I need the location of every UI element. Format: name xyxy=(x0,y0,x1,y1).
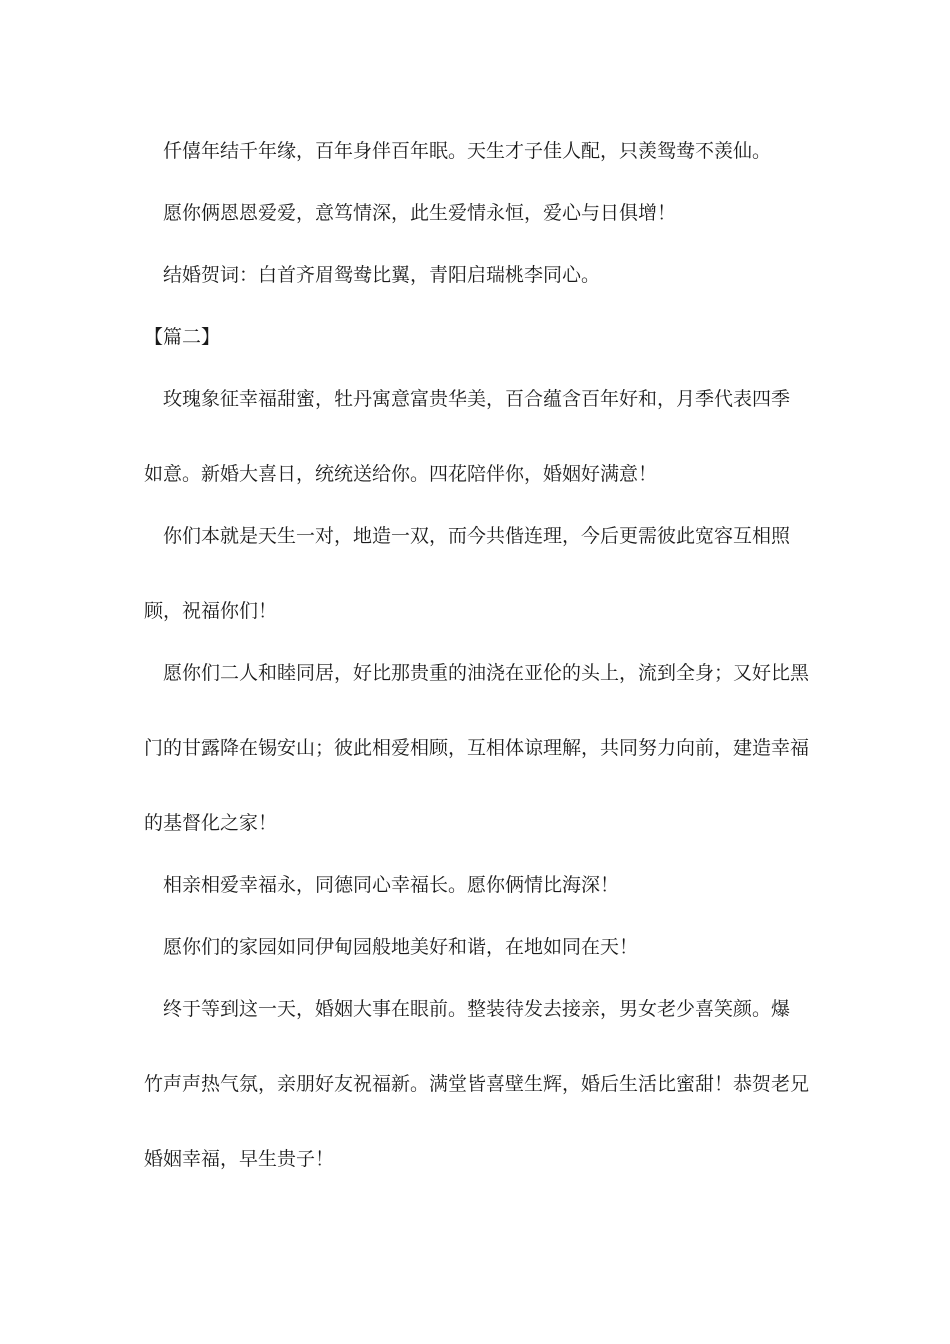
paragraph-line: 门的甘露降在锡安山；彼此相爱相顾，互相体谅理解，共同努力向前，建造幸福 xyxy=(144,737,810,759)
paragraph-line: 仟僖年结千年缘，百年身伴百年眠。天生才子佳人配，只羡鸳鸯不羡仙。 xyxy=(163,140,772,162)
paragraph-line: 结婚贺词：白首齐眉鸳鸯比翼，青阳启瑞桃李同心。 xyxy=(163,264,601,286)
paragraph-line: 婚姻幸福，早生贵子！ xyxy=(144,1148,335,1170)
paragraph-line: 愿你俩恩恩爱爱，意笃情深，此生爱情永恒，爱心与日俱增！ xyxy=(163,202,677,224)
paragraph-line: 相亲相爱幸福永，同德同心幸福长。愿你俩情比海深！ xyxy=(163,874,620,896)
paragraph-line: 如意。新婚大喜日，统统送给你。四花陪伴你，婚姻好满意！ xyxy=(144,463,658,485)
paragraph-line: 愿你们二人和睦同居，好比那贵重的油浇在亚伦的头上，流到全身；又好比黑 xyxy=(163,662,810,684)
paragraph-line: 你们本就是天生一对，地造一双，而今共偕连理，今后更需彼此宽容互相照 xyxy=(163,525,791,547)
paragraph-line: 终于等到这一天，婚姻大事在眼前。整装待发去接亲，男女老少喜笑颜。爆 xyxy=(163,998,791,1020)
paragraph-line: 玫瑰象征幸福甜蜜，牡丹寓意富贵华美，百合蕴含百年好和，月季代表四季 xyxy=(163,388,791,410)
paragraph-line: 的基督化之家！ xyxy=(144,812,278,834)
paragraph-line: 竹声声热气氛，亲朋好友祝福新。满堂皆喜壁生辉，婚后生活比蜜甜！恭贺老兄 xyxy=(144,1073,810,1095)
section-heading: 【篇二】 xyxy=(144,326,221,348)
paragraph-line: 顾，祝福你们！ xyxy=(144,600,278,622)
paragraph-line: 愿你们的家园如同伊甸园般地美好和谐，在地如同在天！ xyxy=(163,936,639,958)
